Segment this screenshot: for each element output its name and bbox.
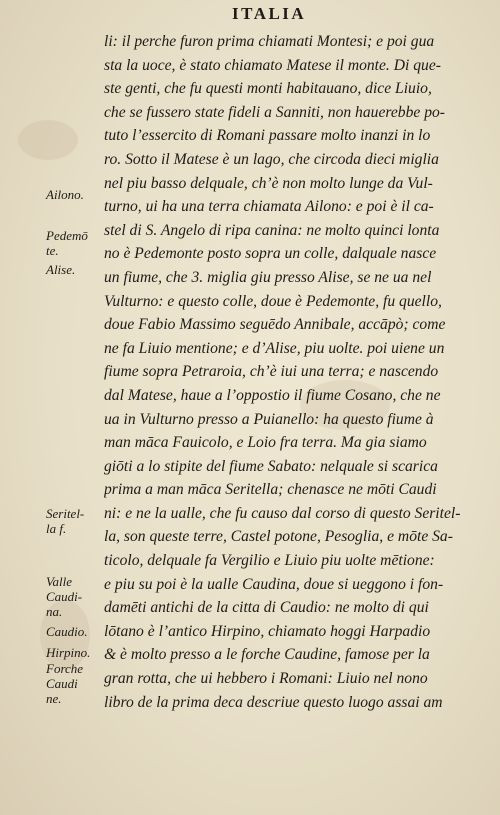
running-header: ITALIA [232, 4, 307, 23]
margin-note-line: Caudio. [46, 624, 88, 639]
text-line: gran rotta, che ui hebbero i Romani: Liuio nel nono [104, 670, 428, 688]
margin-note-line: Valle [46, 574, 72, 589]
margin-note-line: Ailono. [46, 187, 84, 202]
foxing-stain [18, 120, 78, 160]
text-line: stel di S. Angelo di ripa canina: ne molto quinci lonta [104, 221, 440, 239]
text-line: ua in Vulturno presso a Puianello: ha questo fiume à [104, 410, 434, 428]
text-line: tuto l’essercito di Romani passare molto inanzi in lo [104, 127, 431, 145]
text-line: ne fa Liuio mentione; e d’Alise, piu uolte. poi uiene un [104, 339, 445, 357]
margin-note-line: ne. [46, 691, 62, 706]
text-line: ste genti, che fu questi monti habitauano, dice Liuio, [104, 80, 432, 98]
margin-note-line: Forche [46, 661, 84, 676]
margin-note-line: Caudi- [46, 589, 83, 604]
text-line: ni: e ne la ualle, che fu causo dal corso di questo Seritel- [104, 504, 461, 522]
text-line: giōti a lo stipite del fiume Sabato: nelquale si scarica [104, 457, 438, 475]
text-line: & è molto presso a le forche Caudine, famose per la [104, 646, 430, 664]
text-line: turno, ui ha una terra chiamata Ailono: e poi è il ca- [104, 198, 434, 216]
margin-note-hirpino [46, 645, 90, 660]
margin-note-line: Hirpino. [46, 645, 91, 660]
margin-note-line: la f. [46, 521, 67, 536]
margin-note-pedemonte [46, 228, 88, 258]
margin-note-valle-caudina [46, 574, 82, 619]
text-line: prima a man māca Seritella; chenasce ne mōti Caudi [104, 481, 437, 499]
text-line: che se fussero state fideli a Sanniti, non hauerebbe po- [104, 103, 445, 121]
margin-note-line: Pedemō [46, 228, 88, 243]
margin-note-alise [46, 262, 75, 277]
text-line: la, son queste terre, Castel potone, Pesoglia, e mōte Sa- [104, 528, 453, 546]
text-line: fiume sopra Petraroia, ch’è iui una terra; e nascendo [104, 363, 439, 381]
margin-note-forche-caudine [46, 661, 83, 706]
text-line: ro. Sotto il Matese è un lago, che circoda dieci miglia [104, 150, 439, 168]
margin-note-caudio [46, 624, 88, 639]
margin-note-line: Caudi [46, 676, 78, 691]
text-line: damēti antichi de la citta di Caudio: ne molto di qui [104, 599, 429, 617]
text-line: nel piu basso delquale, ch’è non molto lunge da Vul- [104, 174, 433, 192]
text-line: Vulturno: e questo colle, doue è Pedemonte, fu quello, [104, 292, 442, 310]
text-line: libro de la prima deca descriue questo luogo assai am [104, 693, 443, 711]
text-line: e piu su poi è la ualle Caudina, doue si ueggono i fon- [104, 575, 444, 593]
text-line: li: il perche furon prima chiamati Montesi; e poi gua [104, 33, 435, 50]
margin-note-ailono [46, 187, 84, 202]
text-line: un fiume, che 3. miglia giu presso Alise, se ne ua nel [104, 268, 432, 286]
margin-note-seritella [46, 506, 84, 536]
margin-note-line: Seritel- [46, 506, 85, 521]
margin-note-line: Alise. [46, 262, 76, 277]
text-line: lōtano è l’antico Hirpino, chiamato hoggi Harpadio [104, 622, 431, 640]
text-line: no è Pedemonte posto sopra un colle, dalquale nasce [104, 245, 437, 263]
text-line: doue Fabio Massimo seguēdo Annibale, accāpò; come [104, 316, 446, 334]
margin-note-line: na. [46, 604, 63, 619]
text-line: sta la uoce, è stato chiamato Matese il monte. Di que- [104, 56, 441, 74]
margin-note-line: te. [46, 243, 59, 258]
text-line: ticolo, delquale fa Vergilio e Liuio piu uolte mētione: [104, 552, 435, 570]
text-line: dal Matese, haue a l’oppostio il fiume Cosano, che ne [104, 386, 441, 404]
text-line: man māca Fauicolo, e Loio fra terra. Ma gia siamo [104, 434, 427, 452]
main-text-block [104, 30, 492, 714]
